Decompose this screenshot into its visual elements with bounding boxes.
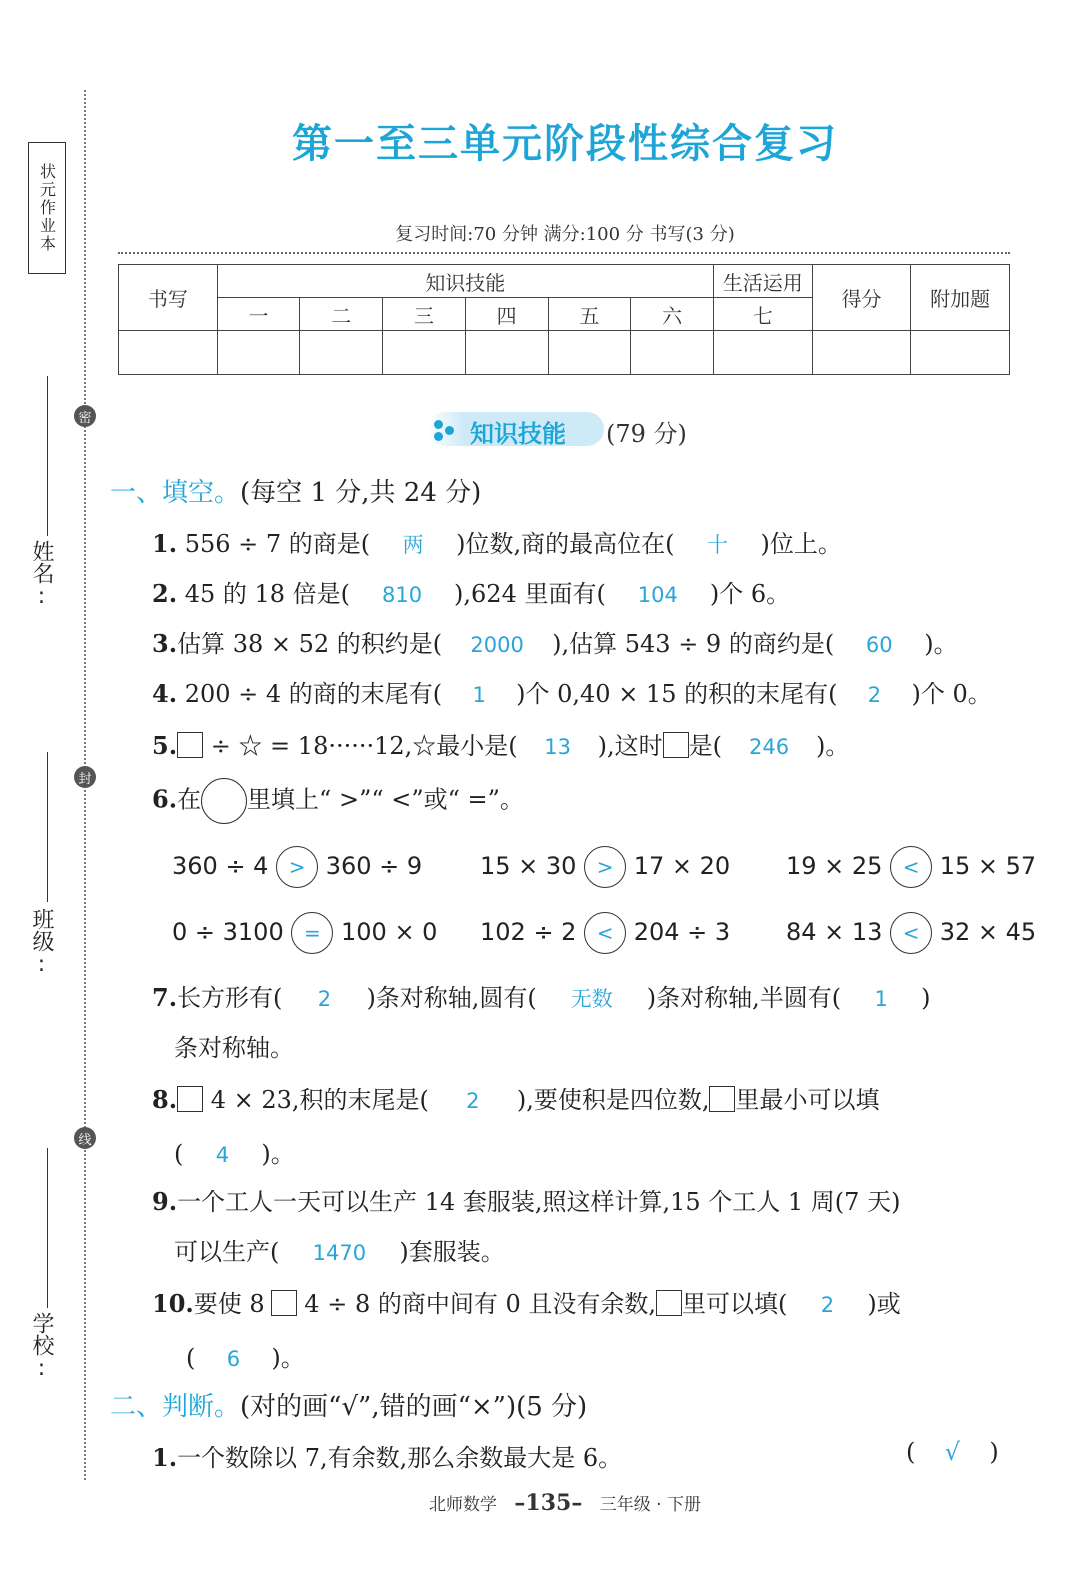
brand-label: 状元作业本 [37,163,57,253]
section-points: (79 分) [606,420,687,448]
question-1-10-cont: ( 6 )。 [186,1344,305,1372]
seal-feng: 封 [74,766,96,788]
col-6: 六 [631,298,714,331]
answer-circle: < [584,912,626,954]
question-1-5: 5. ÷ ☆ = 18······12,☆最小是( 13 ),这时 是( 246 )。 [152,731,850,760]
answer: 无数 [570,987,613,1011]
question-1-7-cont: 条对称轴。 [174,1034,294,1062]
score-cell[interactable] [217,331,300,375]
th-writing: 书写 [119,265,218,331]
score-cell[interactable] [631,331,714,375]
question-1-9: 9.一个工人一天可以生产 14 套服装,照这样计算,15 个工人 1 周(7 天) [152,1187,901,1216]
answer: 6 [226,1347,241,1371]
question-1-4: 4. 200 ÷ 4 的商的末尾有( 1 )个 0,40 × 15 的积的末尾有( 2 )个 0。 [152,679,992,708]
question-1-8-cont: ( 4 )。 [174,1140,295,1168]
blank-square [656,1290,682,1316]
page-footer [0,1490,1080,1516]
question-1-6: 6.在 里填上“ >”“ <”或“ =”。 [152,778,524,824]
answer: 810 [381,583,423,607]
blank-square [177,1086,203,1112]
compare-item: 84 × 13 < 32 × 45 [786,912,1036,954]
part1-note: (每空 1 分,共 24 分) [240,478,482,508]
col-5: 五 [548,298,631,331]
answer-circle: > [584,846,626,888]
answer-circle: > [276,846,318,888]
compare-item: 102 ÷ 2 < 204 ÷ 3 [480,912,730,954]
seal-xian: 线 [74,1127,96,1149]
answer: 2 [466,1089,480,1113]
answer-circle: = [291,912,333,954]
th-life: 生活运用 [713,265,812,298]
page-number: –135– [514,1490,583,1516]
answer: 1 [874,987,888,1011]
score-cell[interactable] [713,331,812,375]
judge-answer: ( √ ) [906,1438,999,1466]
question-1-7: 7.长方形有( 2 )条对称轴,圆有( 无数 )条对称轴,半圆有( 1 ) [152,983,931,1012]
name-label: 姓名: [29,540,54,609]
blank-circle [201,778,247,824]
question-1-1: 1. 556 ÷ 7 的商是( 两 )位数,商的最高位在( 十 )位上。 [152,529,842,558]
answer: 60 [865,633,893,657]
score-cell[interactable] [383,331,466,375]
part1-num: 一、 [110,478,163,508]
answer: 246 [748,735,790,759]
answer: 1 [472,683,486,707]
answer: 13 [544,735,571,759]
school-label: 学校: [29,1312,54,1381]
score-cell[interactable] [911,331,1010,375]
answer: 2 [820,1293,835,1317]
answer: 1470 [312,1241,367,1265]
question-1-10: 10.要使 8 4 ÷ 8 的商中间有 0 且没有余数, 里可以填( 2 )或 [152,1289,901,1318]
score-cell[interactable] [465,331,548,375]
answer: 十 [707,533,728,557]
compare-item: 0 ÷ 3100 = 100 × 0 [172,912,437,954]
col-3: 三 [383,298,466,331]
blank-square [177,732,203,758]
question-2-1: 1.一个数除以 7,有余数,那么余数最大是 6。 [152,1443,623,1472]
meta-divider [118,252,1010,254]
compare-item: 360 ÷ 4 > 360 ÷ 9 [172,846,422,888]
name-line [47,376,48,536]
col-2: 二 [300,298,383,331]
footer-right: 三年级 · 下册 [599,1495,701,1515]
part2-num: 二、 [110,1392,163,1422]
check-mark: √ [944,1438,961,1466]
score-cell[interactable] [300,331,383,375]
score-cell[interactable] [548,331,631,375]
th-knowledge: 知识技能 [217,265,713,298]
score-cell[interactable] [812,331,911,375]
page-title: 第一至三单元阶段性综合复习 [292,120,838,167]
question-1-2: 2. 45 的 18 倍是( 810 ),624 里面有( 104 )个 6。 [152,579,791,608]
footer-left: 北师数学 [429,1495,498,1515]
col-7: 七 [713,298,812,331]
compare-item: 19 × 25 < 15 × 57 [786,846,1036,888]
col-4: 四 [465,298,548,331]
school-line [47,1148,48,1308]
part2-title: 判断。 [162,1392,241,1422]
answer-circle: < [890,846,932,888]
blank-square [709,1086,735,1112]
question-1-9-cont: 可以生产( 1470 )套服装。 [174,1238,505,1266]
answer: 4 [215,1143,230,1167]
part1-heading [110,472,481,509]
th-score: 得分 [812,265,911,331]
class-line [47,752,48,902]
col-1: 一 [217,298,300,331]
compare-item: 15 × 30 > 17 × 20 [480,846,730,888]
score-cell[interactable] [119,331,218,375]
answer: 2 [867,683,882,707]
exam-meta: 复习时间:70 分钟 满分:100 分 书写(3 分) [395,224,735,245]
part1-title: 填空。 [162,478,241,508]
th-extra: 附加题 [911,265,1010,331]
part2-note: (对的画“√”,错的画“×”)(5 分) [240,1392,588,1422]
blank-square [663,732,689,758]
question-1-3: 3.估算 38 × 52 的积约是( 2000 ),估算 543 ÷ 9 的商约是( 60 )。 [152,629,958,658]
answer: 2000 [470,633,524,657]
answer: 两 [402,533,424,557]
question-1-8: 8. 4 × 23,积的末尾是( 2 ),要使积是四位数, 里最小可以填 [152,1085,880,1114]
answer: 2 [317,987,332,1011]
answer-circle: < [890,912,932,954]
section-name: 知识技能 [470,420,566,448]
seal-mi: 密 [74,405,96,427]
blank-square [271,1290,297,1316]
class-label: 班级: [29,908,54,977]
part2-heading [110,1386,587,1423]
score-table [118,264,1010,375]
answer: 104 [637,583,678,607]
